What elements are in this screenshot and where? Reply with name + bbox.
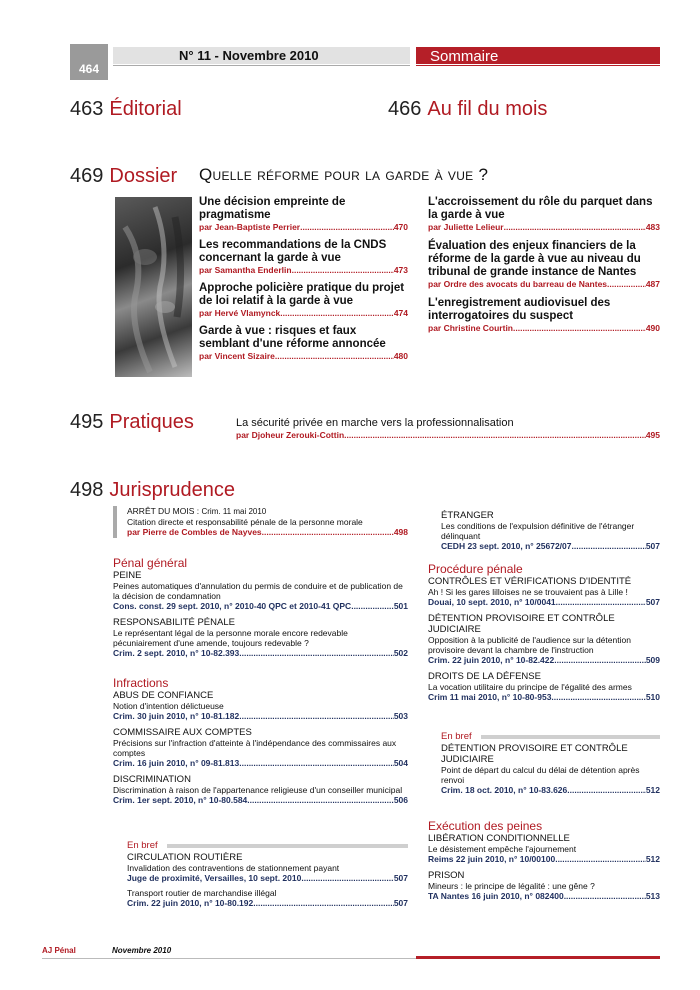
article-title: Évaluation des enjeux financiers de la réforme de la garde à vue au niveau du tribunal de grande instance de Nantes	[428, 240, 641, 278]
list-item[interactable]	[428, 613, 660, 666]
etranger-block[interactable]	[441, 510, 660, 552]
rubric: CONTRÔLES ET VÉRIFICATIONS D'IDENTITÉ	[428, 576, 632, 587]
arret-byline: par Pierre de Combles de Nayves ..... 498	[127, 527, 408, 538]
rubric: DÉTENTION PROVISOIRE ET CONTRÔLE JUDICIAIRE	[428, 613, 615, 635]
jurisprudence-left-column	[113, 506, 408, 538]
item-citation: Crim. 16 juin 2010, n° 09-81.813 ..... 504	[113, 758, 408, 769]
item-desc: La vocation utilitaire du principe de l'égalité des armes	[428, 682, 632, 692]
item-desc: Le représentant légal de la personne morale encore redevable pécuniairement d'une amende, toujours redevable ?	[113, 628, 348, 648]
editorial-heading[interactable]	[70, 98, 182, 120]
article-byline: par Christine Courtin ..... 490	[428, 323, 660, 334]
rubric: DÉTENTION PROVISOIRE ET CONTRÔLE JUDICIAIRE	[441, 743, 628, 765]
category-penal-general: Pénal général	[113, 556, 188, 570]
article-byline: par Juliette Lelieur ..... 483	[428, 222, 660, 233]
en-bref-left	[113, 840, 408, 909]
list-item[interactable]	[113, 617, 408, 659]
item-desc: Précisions sur l'infraction d'atteinte à l'indépendance des commissaires aux comptes	[113, 738, 397, 758]
item-desc: Ah ! Si les gares lilloises ne se trouvaient pas à Lille !	[428, 587, 628, 597]
footer-divider-red	[416, 956, 660, 959]
en-bref-right	[428, 731, 660, 796]
au-fil-title: Au fil du mois	[427, 98, 548, 120]
item-desc: Transport routier de marchandise illégal	[127, 888, 277, 898]
header-divider-red	[416, 65, 660, 66]
dossier-page: 469	[70, 165, 104, 187]
rubric: LIBÉRATION CONDITIONNELLE	[428, 833, 570, 844]
list-item[interactable]	[113, 727, 408, 769]
rubric: ABUS DE CONFIANCE	[113, 690, 214, 701]
jurisprudence-page: 498	[70, 479, 104, 501]
dossier-article[interactable]	[199, 282, 408, 319]
article-title: L'accroissement du rôle du parquet dans la garde à vue	[428, 196, 653, 221]
item-citation: Juge de proximité, Versailles, 10 sept. 2010 ..... 507	[127, 873, 408, 884]
article-byline: par Jean-Baptiste Perrier ..... 470	[199, 222, 408, 233]
en-bref-bar	[167, 844, 408, 848]
dossier-article[interactable]	[199, 196, 408, 233]
list-item[interactable]	[113, 570, 408, 612]
article-byline: par Hervé Vlamynck ..... 474	[199, 308, 408, 319]
rubric: ÉTRANGER	[441, 510, 494, 521]
article-byline: par Samantha Enderlin ..... 473	[199, 265, 408, 276]
item-desc: Peines automatiques d'annulation du permis de conduire et de publication de la décision de condamnation	[113, 581, 403, 601]
list-item[interactable]	[428, 833, 660, 865]
list-item[interactable]	[127, 852, 408, 884]
dossier-article[interactable]	[428, 196, 660, 233]
dossier-theme: Quelle réforme pour la garde à vue ?	[199, 165, 489, 184]
arret-ref: Crim. 11 mai 2010	[201, 507, 267, 516]
rubric: PRISON	[428, 870, 465, 881]
item-citation: Crim. 1er sept. 2010, n° 10-80.584 ..... 506	[113, 795, 408, 806]
editorial-title: Éditorial	[109, 98, 182, 120]
footer-journal: AJ Pénal	[42, 946, 76, 955]
rubric: DISCRIMINATION	[113, 774, 191, 785]
dossier-left-list	[199, 196, 408, 362]
execution-block	[428, 819, 660, 902]
pratiques-heading[interactable]	[70, 411, 194, 433]
au-fil-heading[interactable]	[388, 98, 547, 120]
rubric: COMMISSAIRE AUX COMPTES	[113, 727, 252, 738]
issue-label: N° 11 - Novembre 2010	[113, 47, 410, 64]
item-desc: Invalidation des contraventions de stationnement payant	[127, 863, 340, 873]
category-procedure: Procédure pénale	[428, 562, 523, 576]
rubric: RESPONSABILITÉ PÉNALE	[113, 617, 235, 628]
item-desc: Les conditions de l'expulsion définitive de l'étranger délinquant	[441, 521, 635, 541]
article-title: La sécurité privée en marche vers la professionnalisation	[236, 417, 514, 429]
jurisprudence-heading[interactable]	[70, 479, 235, 501]
item-citation: Reims 22 juin 2010, n° 10/00100 ..... 512	[428, 854, 660, 865]
footer-date: Novembre 2010	[112, 946, 172, 955]
list-item[interactable]	[428, 671, 660, 703]
item-citation: Crim. 2 sept. 2010, n° 10-82.393 ..... 502	[113, 648, 408, 659]
rubric: PEINE	[113, 570, 142, 581]
dossier-photo	[115, 197, 192, 377]
dossier-article[interactable]	[428, 297, 660, 334]
category-execution: Exécution des peines	[428, 819, 543, 833]
item-citation: CEDH 23 sept. 2010, n° 25672/07 ..... 507	[441, 541, 660, 552]
en-bref-label: En bref	[441, 731, 472, 742]
list-item[interactable]	[428, 743, 660, 796]
penal-general-block	[113, 556, 408, 659]
pratiques-page: 495	[70, 411, 104, 433]
item-citation: TA Nantes 16 juin 2010, n° 082400 ..... 513	[428, 891, 660, 902]
dossier-article[interactable]	[428, 240, 660, 290]
list-item[interactable]	[428, 870, 660, 902]
procedure-block	[428, 562, 660, 703]
item-citation: Crim. 30 juin 2010, n° 10-81.182 ..... 503	[113, 711, 408, 722]
page-number: 464	[70, 44, 108, 80]
dossier-label: Dossier	[109, 165, 178, 187]
item-desc: Opposition à la publicité de l'audience sur la détention provisoire devant la chambre de l'instruction	[428, 635, 631, 655]
article-title: Les recommandations de la CNDS concernant la garde à vue	[199, 239, 387, 264]
dossier-article[interactable]	[199, 239, 408, 276]
en-bref-label: En bref	[127, 840, 158, 851]
arret-label: ARRÊT DU MOIS :	[127, 506, 200, 516]
article-byline: par Djoheur Zerouki-Cottin ..... 495	[236, 430, 660, 441]
editorial-page: 463	[70, 98, 104, 120]
dossier-heading[interactable]	[70, 165, 177, 187]
article-byline: par Ordre des avocats du barreau de Nantes ..... 487	[428, 279, 660, 290]
article-title: Garde à vue : risques et faux semblant d'une réforme annoncée	[199, 325, 386, 350]
en-bref-bar	[481, 735, 660, 739]
item-citation: Crim. 22 juin 2010, n° 10-82.422 ..... 509	[428, 655, 660, 666]
dossier-article[interactable]	[199, 325, 408, 362]
pratiques-article[interactable]	[236, 417, 660, 441]
dossier-right-list	[428, 196, 660, 334]
item-desc: Notion d'intention délictueuse	[113, 701, 224, 711]
list-item[interactable]	[113, 774, 408, 806]
item-citation: Crim 11 mai 2010, n° 10-80-953 ..... 510	[428, 692, 660, 703]
category-infractions: Infractions	[113, 676, 169, 690]
hands-image-icon	[115, 197, 192, 377]
section-title: Sommaire	[416, 47, 660, 64]
list-item[interactable]	[127, 888, 408, 909]
item-desc: Mineurs : le principe de légalité : une gêne ?	[428, 881, 595, 891]
item-desc: Discrimination à raison de l'appartenance religieuse d'un conseiller municipal	[113, 785, 403, 795]
rubric: CIRCULATION ROUTIÈRE	[127, 852, 243, 863]
item-citation: Cons. const. 29 sept. 2010, n° 2010-40 QPC et 2010-41 QPC ..... 501	[113, 601, 408, 612]
list-item[interactable]	[113, 690, 408, 722]
article-title: L'enregistrement audiovisuel des interrogatoires du suspect	[428, 297, 611, 322]
header-divider	[113, 65, 410, 66]
list-item[interactable]	[428, 576, 660, 608]
arret-du-mois[interactable]	[113, 506, 408, 538]
article-title: Approche policière pratique du projet de loi relatif à la garde à vue	[199, 282, 405, 307]
pratiques-title: Pratiques	[109, 411, 194, 433]
item-desc: Le désistement empêche l'ajournement	[428, 844, 577, 854]
item-citation: Douai, 10 sept. 2010, n° 10/0041 ..... 507	[428, 597, 660, 608]
article-title: Une décision empreinte de pragmatisme	[199, 196, 346, 221]
item-citation: Crim. 22 juin 2010, n° 10-80.192 ..... 507	[127, 898, 408, 909]
item-desc: Point de départ du calcul du délai de détention après renvoi	[441, 765, 640, 785]
rubric: DROITS DE LA DÉFENSE	[428, 671, 541, 682]
item-citation: Crim. 18 oct. 2010, n° 10-83.626 ..... 512	[441, 785, 660, 796]
jurisprudence-title: Jurisprudence	[109, 479, 235, 501]
article-byline: par Vincent Sizaire ..... 480	[199, 351, 408, 362]
infractions-block	[113, 676, 408, 806]
arret-desc: Citation directe et responsabilité pénale de la personne morale	[127, 517, 363, 527]
au-fil-page: 466	[388, 98, 422, 120]
